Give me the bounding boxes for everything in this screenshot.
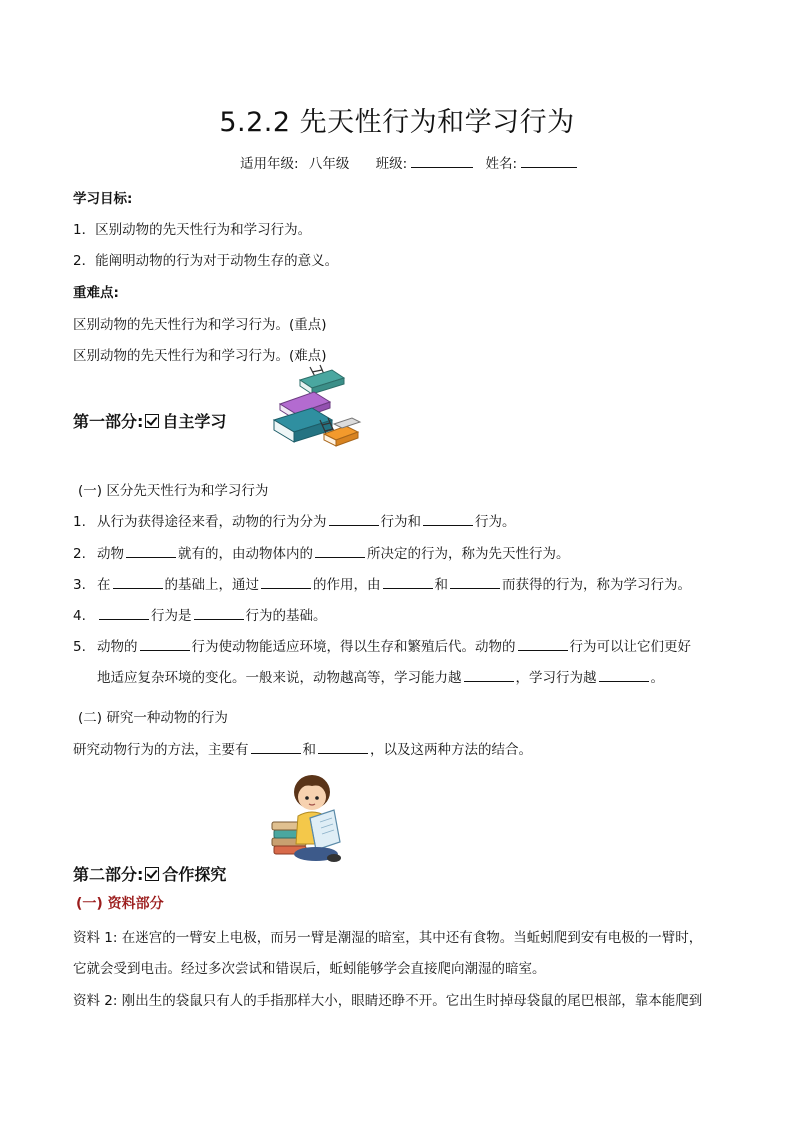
answer-blank[interactable] bbox=[140, 638, 190, 651]
question-number: 1. bbox=[73, 514, 86, 530]
part1-heading bbox=[73, 409, 226, 432]
question-text: 和 bbox=[302, 742, 316, 758]
question-text: 行为和 bbox=[380, 514, 421, 530]
grade-label: 适用年级: bbox=[240, 156, 299, 172]
question-5-cont bbox=[97, 666, 664, 686]
part2-prefix: 第二部分: bbox=[73, 865, 144, 884]
question-number: 4. bbox=[73, 608, 86, 624]
question-text: 。 bbox=[650, 670, 664, 686]
key-point-item: 区别动物的先天性行为和学习行为。(难点) bbox=[73, 348, 327, 364]
question-text: 动物的 bbox=[97, 639, 138, 655]
method-question bbox=[73, 738, 532, 758]
question-text: 行为使动物能适应环境，得以生存和繁殖后代。动物的 bbox=[191, 639, 516, 655]
question-text: 行为是 bbox=[151, 608, 192, 624]
question-text: ，以及这两种方法的结合。 bbox=[370, 742, 532, 758]
question-3 bbox=[73, 573, 691, 593]
material-1-line-2: 它就会受到电击。经过多次尝试和错误后，蚯蚓能够学会直接爬向潮湿的暗室。 bbox=[73, 961, 546, 977]
answer-blank[interactable] bbox=[315, 545, 365, 558]
question-number: 3. bbox=[73, 577, 86, 593]
answer-blank[interactable] bbox=[194, 607, 244, 620]
question-text: 地适应复杂环境的变化。一般来说，动物越高等，学习能力越 bbox=[97, 670, 462, 686]
class-blank[interactable] bbox=[411, 155, 473, 168]
objective-item: 1．区别动物的先天性行为和学习行为。 bbox=[73, 222, 312, 238]
key-points-heading: 重难点: bbox=[73, 285, 119, 301]
meta-line bbox=[240, 152, 585, 172]
question-text: 在 bbox=[97, 577, 111, 593]
answer-blank[interactable] bbox=[329, 513, 379, 526]
material-2-line-1: 资料 2: 刚出生的袋鼠只有人的手指那样大小，眼睛还睁不开。它出生时掉母袋鼠的尾巴根部，靠本能爬到 bbox=[73, 993, 703, 1009]
answer-blank[interactable] bbox=[423, 513, 473, 526]
question-number: 5. bbox=[73, 639, 86, 655]
part1-sub1-title: (一) 区分先天性行为和学习行为 bbox=[78, 483, 269, 499]
question-4 bbox=[73, 604, 327, 624]
question-text: ，学习行为越 bbox=[515, 670, 597, 686]
boy-reading-illustration-icon bbox=[270, 772, 352, 864]
question-1 bbox=[73, 510, 516, 530]
answer-blank[interactable] bbox=[318, 741, 368, 754]
question-2 bbox=[73, 542, 570, 562]
answer-blank[interactable] bbox=[383, 576, 433, 589]
class-label: 班级: bbox=[375, 156, 408, 172]
answer-blank[interactable] bbox=[113, 576, 163, 589]
objectives-heading: 学习目标: bbox=[73, 191, 133, 207]
part2-title: 合作探究 bbox=[162, 865, 227, 884]
question-text: 就有的，由动物体内的 bbox=[178, 546, 313, 562]
checkbox-icon bbox=[145, 867, 159, 881]
page-title: 5.2.2 先天性行为和学习行为 bbox=[219, 107, 575, 138]
question-text: 行为。 bbox=[475, 514, 516, 530]
part2-sub1-title: (一) 资料部分 bbox=[76, 896, 164, 912]
answer-blank[interactable] bbox=[99, 607, 149, 620]
answer-blank[interactable] bbox=[251, 741, 301, 754]
question-number: 2. bbox=[73, 546, 86, 562]
objective-item: 2．能阐明动物的行为对于动物生存的意义。 bbox=[73, 253, 339, 269]
part1-title: 自主学习 bbox=[162, 412, 227, 431]
question-text: 的作用，由 bbox=[313, 577, 381, 593]
part1-sub2-title: (二) 研究一种动物的行为 bbox=[78, 710, 228, 726]
name-blank[interactable] bbox=[521, 155, 577, 168]
answer-blank[interactable] bbox=[261, 576, 311, 589]
answer-blank[interactable] bbox=[599, 669, 649, 682]
question-text: 研究动物行为的方法，主要有 bbox=[73, 742, 249, 758]
question-text: 而获得的行为，称为学习行为。 bbox=[502, 577, 691, 593]
answer-blank[interactable] bbox=[464, 669, 514, 682]
name-label: 姓名: bbox=[485, 156, 518, 172]
material-1-line-1: 资料 1: 在迷宫的一臂安上电极，而另一臂是潮湿的暗室，其中还有食物。当蚯蚓爬到安有电极的一臂时， bbox=[73, 930, 703, 946]
grade-value: 八年级 bbox=[308, 156, 350, 172]
part1-prefix: 第一部分: bbox=[73, 412, 144, 431]
books-illustration-icon bbox=[270, 362, 362, 454]
checkbox-icon bbox=[145, 414, 159, 428]
question-text: 行为的基础。 bbox=[245, 608, 327, 624]
part2-heading bbox=[73, 862, 226, 885]
answer-blank[interactable] bbox=[450, 576, 500, 589]
question-text: 行为可以让它们更好 bbox=[569, 639, 691, 655]
question-text: 和 bbox=[434, 577, 448, 593]
question-text: 所决定的行为，称为先天性行为。 bbox=[367, 546, 570, 562]
answer-blank[interactable] bbox=[518, 638, 568, 651]
key-point-item: 区别动物的先天性行为和学习行为。(重点) bbox=[73, 317, 327, 333]
question-text: 的基础上，通过 bbox=[164, 577, 259, 593]
question-5 bbox=[73, 635, 691, 655]
answer-blank[interactable] bbox=[126, 545, 176, 558]
question-text: 动物 bbox=[97, 546, 124, 562]
question-text: 从行为获得途径来看，动物的行为分为 bbox=[97, 514, 327, 530]
